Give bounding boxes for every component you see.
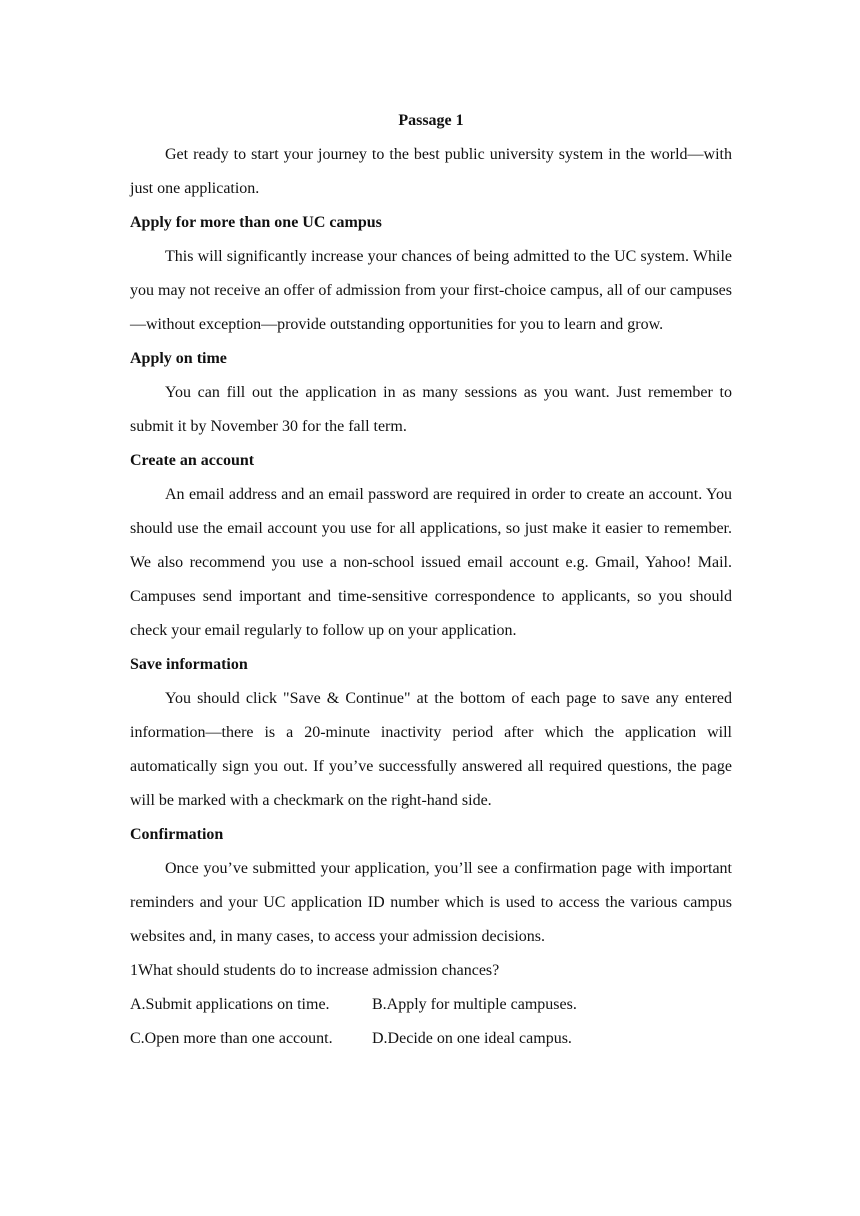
- option-d: D.Decide on one ideal campus.: [372, 1030, 572, 1047]
- section-heading-create-account: Create an account: [130, 452, 255, 469]
- section-heading-apply-multiple: Apply for more than one UC campus: [130, 214, 382, 231]
- section-body-create-account: An email address and an email password are required in order to create an account. You should use the email account you use for all applications, so just make it easier to remember. We also recommend you use a non-school issued email account e.g. Gmail, Yahoo! Mail. Campuses send important and time-sensitive correspondence to applicants, so you should check your email regularly to follow up on your application.: [130, 486, 732, 639]
- section-body-apply-on-time: You can fill out the application in as many sessions as you want. Just remember to submit it by November 30 for the fall term.: [130, 384, 732, 435]
- section-body-apply-multiple: This will significantly increase your chances of being admitted to the UC system. While you may not receive an offer of admission from your first-choice campus, all of our campuses—without exception—provide outstanding opportunities for you to learn and grow.: [130, 248, 732, 333]
- option-b: B.Apply for multiple campuses.: [372, 996, 577, 1013]
- passage-title: Passage 1: [398, 112, 464, 129]
- section-heading-save-information: Save information: [130, 656, 248, 673]
- section-body-save-information: You should click "Save & Continue" at the bottom of each page to save any entered information—there is a 20-minute inactivity period after which the application will automatically sign you out. If you’ve successfully answered all required questions, the page will be marked with a checkmark on the right-hand side.: [130, 690, 732, 809]
- option-a: A.Submit applications on time.: [130, 996, 330, 1013]
- question-1-options-row-1: [130, 988, 732, 1022]
- intro-paragraph: Get ready to start your journey to the best public university system in the world—with just one application.: [130, 146, 732, 197]
- question-1-options-row-2: [130, 1022, 732, 1056]
- document-page: [130, 104, 732, 1056]
- question-1-text: 1What should students do to increase admission chances?: [130, 962, 500, 979]
- section-heading-confirmation: Confirmation: [130, 826, 224, 843]
- section-body-confirmation: Once you’ve submitted your application, you’ll see a confirmation page with important reminders and your UC application ID number which is used to access the various campus websites and, in many cases, to access your admission decisions.: [130, 860, 732, 945]
- option-c: C.Open more than one account.: [130, 1030, 333, 1047]
- section-heading-apply-on-time: Apply on time: [130, 350, 227, 367]
